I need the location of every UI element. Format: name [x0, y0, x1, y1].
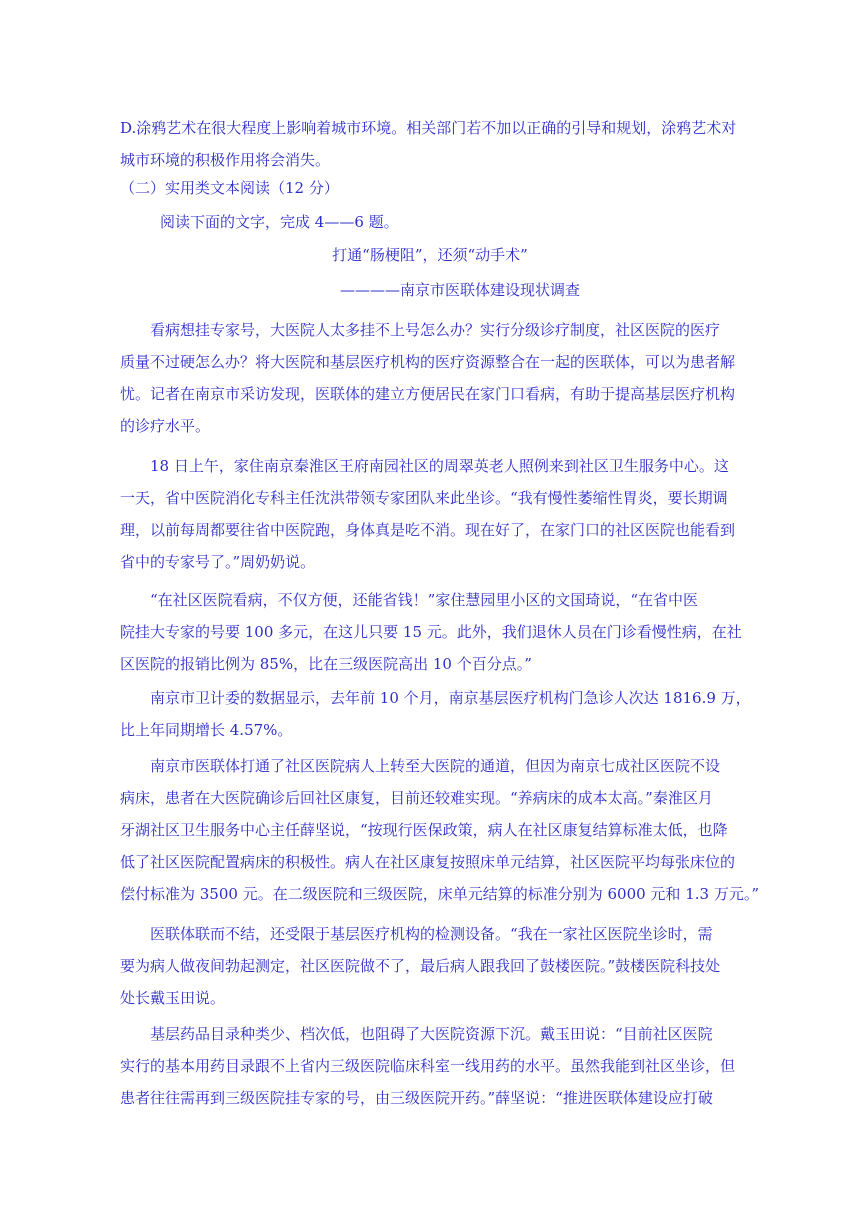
paragraph-line: 省中的专家号了。”周奶奶说。 [120, 553, 316, 571]
article-paragraph [120, 1018, 742, 1114]
paragraph-line: 南京市卫计委的数据显示，去年前 10 个月，南京基层医疗机构门急诊人次达 1816.9 万， [150, 689, 751, 707]
paragraph-line: 比上年同期增长 4.57%。 [120, 721, 293, 739]
option-d-line: 城市环境的积极作用将会消失。 [120, 151, 331, 169]
paragraph-line: 医联体联而不结，还受限于基层医疗机构的检测设备。“我在一家社区医院坐诊时，需 [150, 925, 713, 943]
paragraph-line: 处长戴玉田说。 [120, 989, 226, 1007]
option-d-line: D.涂鸦艺术在很大程度上影响着城市环境。相关部门若不加以正确的引导和规划，涂鸦艺术对 [120, 119, 737, 137]
paragraph-line: 南京市医联体打通了社区医院病人上转至大医院的通道，但因为南京七成社区医院不设 [150, 757, 721, 775]
option-d [120, 112, 742, 176]
paragraph-line: 质量不过硬怎么办？将大医院和基层医疗机构的医疗资源整合在一起的医联体，可以为患者解 [120, 353, 736, 371]
paragraph-line: 患者往往需再到三级医院挂专家的号，由三级医院开药。”薛坚说：“推进医联体建设应打破 [120, 1089, 713, 1107]
paragraph-line: 的诊疗水平。 [120, 417, 211, 435]
article-paragraph [120, 918, 742, 1014]
reading-instruction: 阅读下面的文字，完成 4——6 题。 [160, 213, 399, 231]
paragraph-line: 区医院的报销比例为 85%，比在三级医院高出 10 个百分点。” [120, 655, 532, 673]
paragraph-line: 低了社区医院配置病床的积极性。病人在社区康复按照床单元结算，社区医院平均每张床位的 [120, 853, 736, 871]
section-heading: （二）实用类文本阅读（12 分） [120, 179, 339, 197]
paragraph-line: 病床，患者在大医院确诊后回社区康复，目前还较难实现。“养病床的成本太高。”秦淮区月 [120, 789, 713, 807]
paragraph-line: “在社区医院看病，不仅方便，还能省钱！”家住慧园里小区的文国琦说，“在省中医 [150, 591, 699, 609]
article-subtitle: ————南京市医联体建设现状调查 [339, 281, 580, 299]
paragraph-line: 18 日上午，家住南京秦淮区王府南园社区的周翠英老人照例来到社区卫生服务中心。这 [150, 457, 729, 475]
paragraph-line: 基层药品目录种类少、档次低，也阻碍了大医院资源下沉。戴玉田说：“目前社区医院 [150, 1025, 713, 1043]
article-paragraph [120, 584, 742, 680]
paragraph-line: 偿付标准为 3500 元。在二级医院和三级医院，床单元结算的标准分别为 6000 元和 1.3 万元。” [120, 885, 759, 903]
paragraph-line: 牙湖社区卫生服务中心主任薛坚说，“按现行医保政策，病人在社区康复结算标准太低，也降 [120, 821, 728, 839]
paragraph-line: 忧。记者在南京市采访发现，医联体的建立方便居民在家门口看病，有助于提高基层医疗机构 [120, 385, 736, 403]
paragraph-line: 一天，省中医院消化专科主任沈洪带领专家团队来此坐诊。“我有慢性萎缩性胃炎，要长期调 [120, 489, 728, 507]
paragraph-line: 看病想挂专家号，大医院人太多挂不上号怎么办？实行分级诊疗制度，社区医院的医疗 [150, 321, 721, 339]
article-paragraph [120, 750, 759, 910]
article-paragraph [120, 682, 751, 746]
article-title: 打通“肠梗阻”，还须“动手术” [332, 246, 528, 264]
paragraph-line: 理，以前每周都要往省中医院跑，身体真是吃不消。现在好了，在家门口的社区医院也能看到 [120, 521, 736, 539]
paragraph-line: 要为病人做夜间勃起测定，社区医院做不了，最后病人跟我回了鼓楼医院。”鼓楼医院科技处 [120, 957, 721, 975]
paragraph-line: 实行的基本用药目录跟不上省内三级医院临床科室一线用药的水平。虽然我能到社区坐诊，但 [120, 1057, 736, 1075]
paragraph-line: 院挂大专家的号要 100 多元，在这儿只要 15 元。此外，我们退休人员在门诊看慢性病，在社 [120, 623, 742, 641]
article-paragraph [120, 450, 742, 578]
article-paragraph [120, 314, 742, 442]
